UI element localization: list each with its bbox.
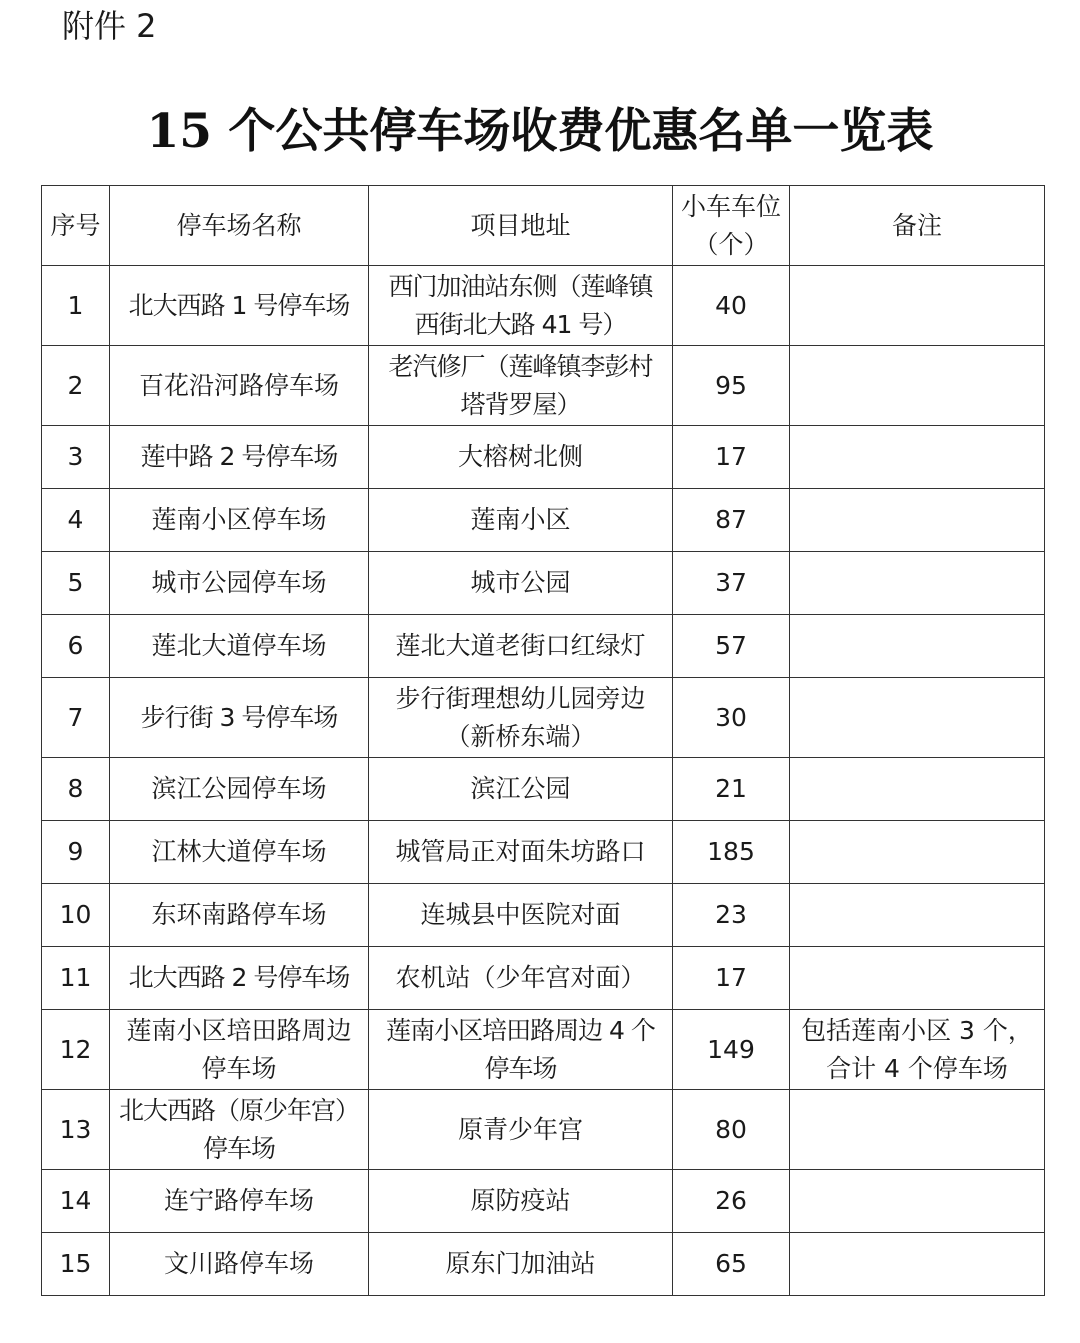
table-row xyxy=(42,266,1045,346)
header-spaces xyxy=(673,186,790,266)
cell-name xyxy=(110,552,369,615)
header-remark: 备注 xyxy=(790,186,1045,266)
cell-index: 1 xyxy=(42,266,110,346)
cell-name-line: 北大西路 2 号停车场 xyxy=(128,963,350,992)
cell-address-line: 莲南小区 xyxy=(470,505,571,534)
cell-name xyxy=(110,947,369,1010)
cell-spaces: 65 xyxy=(673,1233,790,1296)
table-row xyxy=(42,758,1045,821)
cell-address xyxy=(369,884,673,947)
cell-remark xyxy=(790,489,1045,552)
cell-remark xyxy=(790,1090,1045,1170)
cell-name xyxy=(110,489,369,552)
cell-address-line: 原东门加油站 xyxy=(445,1249,596,1278)
table-row xyxy=(42,615,1045,678)
cell-address xyxy=(369,821,673,884)
cell-address-line: 连城县中医院对面 xyxy=(420,900,621,929)
cell-remark xyxy=(790,1170,1045,1233)
cell-spaces: 87 xyxy=(673,489,790,552)
cell-index: 7 xyxy=(42,678,110,758)
cell-address-line: 莲南小区培田路周边 4 个 xyxy=(386,1015,655,1045)
attachment-label: 附件 2 xyxy=(62,7,157,45)
cell-name xyxy=(110,1170,369,1233)
cell-index: 8 xyxy=(42,758,110,821)
table-row xyxy=(42,1170,1045,1233)
table-row xyxy=(42,346,1045,426)
cell-index: 9 xyxy=(42,821,110,884)
cell-index: 10 xyxy=(42,884,110,947)
table-row xyxy=(42,947,1045,1010)
cell-name xyxy=(110,1233,369,1296)
cell-index: 3 xyxy=(42,426,110,489)
cell-spaces: 26 xyxy=(673,1170,790,1233)
cell-address xyxy=(369,615,673,678)
cell-index: 5 xyxy=(42,552,110,615)
cell-address xyxy=(369,426,673,489)
cell-remark xyxy=(790,346,1045,426)
cell-address-line: 西街北大路 41 号） xyxy=(414,309,627,339)
cell-remark xyxy=(790,426,1045,489)
cell-remark xyxy=(790,947,1045,1010)
cell-name-line: 莲中路 2 号停车场 xyxy=(140,442,338,471)
cell-index: 13 xyxy=(42,1090,110,1170)
cell-address xyxy=(369,346,673,426)
cell-address xyxy=(369,758,673,821)
cell-address xyxy=(369,1233,673,1296)
cell-spaces: 57 xyxy=(673,615,790,678)
cell-name xyxy=(110,1010,369,1090)
cell-spaces: 23 xyxy=(673,884,790,947)
cell-spaces: 37 xyxy=(673,552,790,615)
cell-name xyxy=(110,426,369,489)
cell-address xyxy=(369,266,673,346)
cell-name xyxy=(110,346,369,426)
cell-address-line: 塔背罗屋） xyxy=(460,389,581,419)
header-spaces-line1: 小车车位 xyxy=(680,191,781,221)
table-row xyxy=(42,821,1045,884)
cell-name-line: 莲南小区培田路周边 xyxy=(126,1015,352,1045)
table-row xyxy=(42,1090,1045,1170)
cell-address-line: 农机站（少年宫对面） xyxy=(395,963,646,992)
table-row xyxy=(42,1233,1045,1296)
cell-name-line: 北大西路（原少年宫） xyxy=(118,1095,359,1125)
cell-remark xyxy=(790,884,1045,947)
cell-remark xyxy=(790,678,1045,758)
cell-spaces: 17 xyxy=(673,947,790,1010)
cell-address-line: 大榕树北侧 xyxy=(457,442,583,471)
cell-index: 14 xyxy=(42,1170,110,1233)
cell-remark xyxy=(790,266,1045,346)
cell-name xyxy=(110,615,369,678)
cell-name xyxy=(110,678,369,758)
cell-name-line: 城市公园停车场 xyxy=(151,568,327,597)
cell-index: 6 xyxy=(42,615,110,678)
cell-remark xyxy=(790,758,1045,821)
cell-address-line: 西门加油站东侧（莲峰镇 xyxy=(388,271,653,301)
cell-remark xyxy=(790,552,1045,615)
cell-name-line: 江林大道停车场 xyxy=(151,837,327,866)
cell-name xyxy=(110,758,369,821)
cell-address-line: 停车场 xyxy=(484,1053,557,1083)
cell-name-line: 文川路停车场 xyxy=(163,1249,314,1278)
cell-spaces: 95 xyxy=(673,346,790,426)
cell-spaces: 40 xyxy=(673,266,790,346)
cell-index: 15 xyxy=(42,1233,110,1296)
cell-name-line: 东环南路停车场 xyxy=(151,900,327,929)
table-row xyxy=(42,489,1045,552)
cell-address-line: 城管局正对面朱坊路口 xyxy=(395,837,646,866)
table-row xyxy=(42,678,1045,758)
cell-remark xyxy=(790,615,1045,678)
cell-address-line: 原青少年宫 xyxy=(457,1114,583,1144)
cell-name-line: 停车场 xyxy=(201,1053,277,1083)
cell-name-line: 连宁路停车场 xyxy=(163,1186,314,1215)
cell-index: 4 xyxy=(42,489,110,552)
table-body xyxy=(42,266,1045,1296)
header-name: 停车场名称 xyxy=(110,186,369,266)
cell-name-line: 滨江公园停车场 xyxy=(151,774,327,803)
cell-name-line: 北大西路 1 号停车场 xyxy=(128,290,350,320)
table-row xyxy=(42,426,1045,489)
cell-address-line: 滨江公园 xyxy=(470,774,571,803)
parking-lot-table xyxy=(41,185,1045,1296)
cell-address-line: 步行街理想幼儿园旁边 xyxy=(395,683,646,713)
header-address: 项目地址 xyxy=(369,186,673,266)
cell-index: 2 xyxy=(42,346,110,426)
table-row xyxy=(42,884,1045,947)
cell-address xyxy=(369,552,673,615)
cell-address xyxy=(369,1170,673,1233)
cell-name-line: 莲南小区停车场 xyxy=(151,505,327,534)
cell-address-line: 原防疫站 xyxy=(470,1186,571,1215)
cell-remark-line: 包括莲南小区 3 个， xyxy=(801,1015,1033,1045)
cell-address xyxy=(369,678,673,758)
cell-remark xyxy=(790,821,1045,884)
cell-spaces: 21 xyxy=(673,758,790,821)
header-spaces-line2: （个） xyxy=(693,229,769,259)
cell-remark-line: 合计 4 个停车场 xyxy=(826,1053,1008,1083)
cell-address-line: （新桥东端） xyxy=(445,721,596,751)
cell-spaces: 80 xyxy=(673,1090,790,1170)
cell-address xyxy=(369,947,673,1010)
cell-remark xyxy=(790,1010,1045,1090)
cell-address xyxy=(369,1090,673,1170)
header-index: 序号 xyxy=(42,186,110,266)
cell-index: 12 xyxy=(42,1010,110,1090)
cell-remark xyxy=(790,1233,1045,1296)
page-title: 15 个公共停车场收费优惠名单一览表 xyxy=(146,104,934,159)
cell-address-line: 城市公园 xyxy=(470,568,571,597)
cell-name-line: 莲北大道停车场 xyxy=(151,631,327,660)
table-row xyxy=(42,1010,1045,1090)
cell-address xyxy=(369,1010,673,1090)
cell-spaces: 30 xyxy=(673,678,790,758)
cell-name xyxy=(110,821,369,884)
cell-name-line: 步行街 3 号停车场 xyxy=(140,702,338,732)
cell-index: 11 xyxy=(42,947,110,1010)
cell-address-line: 莲北大道老街口红绿灯 xyxy=(395,631,646,660)
cell-name-line: 停车场 xyxy=(202,1133,275,1163)
cell-name-line: 百花沿河路停车场 xyxy=(138,370,339,400)
cell-address-line: 老汽修厂（莲峰镇李彭村 xyxy=(388,351,653,381)
table-header-row xyxy=(42,186,1045,266)
cell-name xyxy=(110,884,369,947)
cell-address xyxy=(369,489,673,552)
table-row xyxy=(42,552,1045,615)
cell-name xyxy=(110,1090,369,1170)
cell-spaces: 17 xyxy=(673,426,790,489)
cell-spaces: 149 xyxy=(673,1010,790,1090)
cell-name xyxy=(110,266,369,346)
cell-spaces: 185 xyxy=(673,821,790,884)
